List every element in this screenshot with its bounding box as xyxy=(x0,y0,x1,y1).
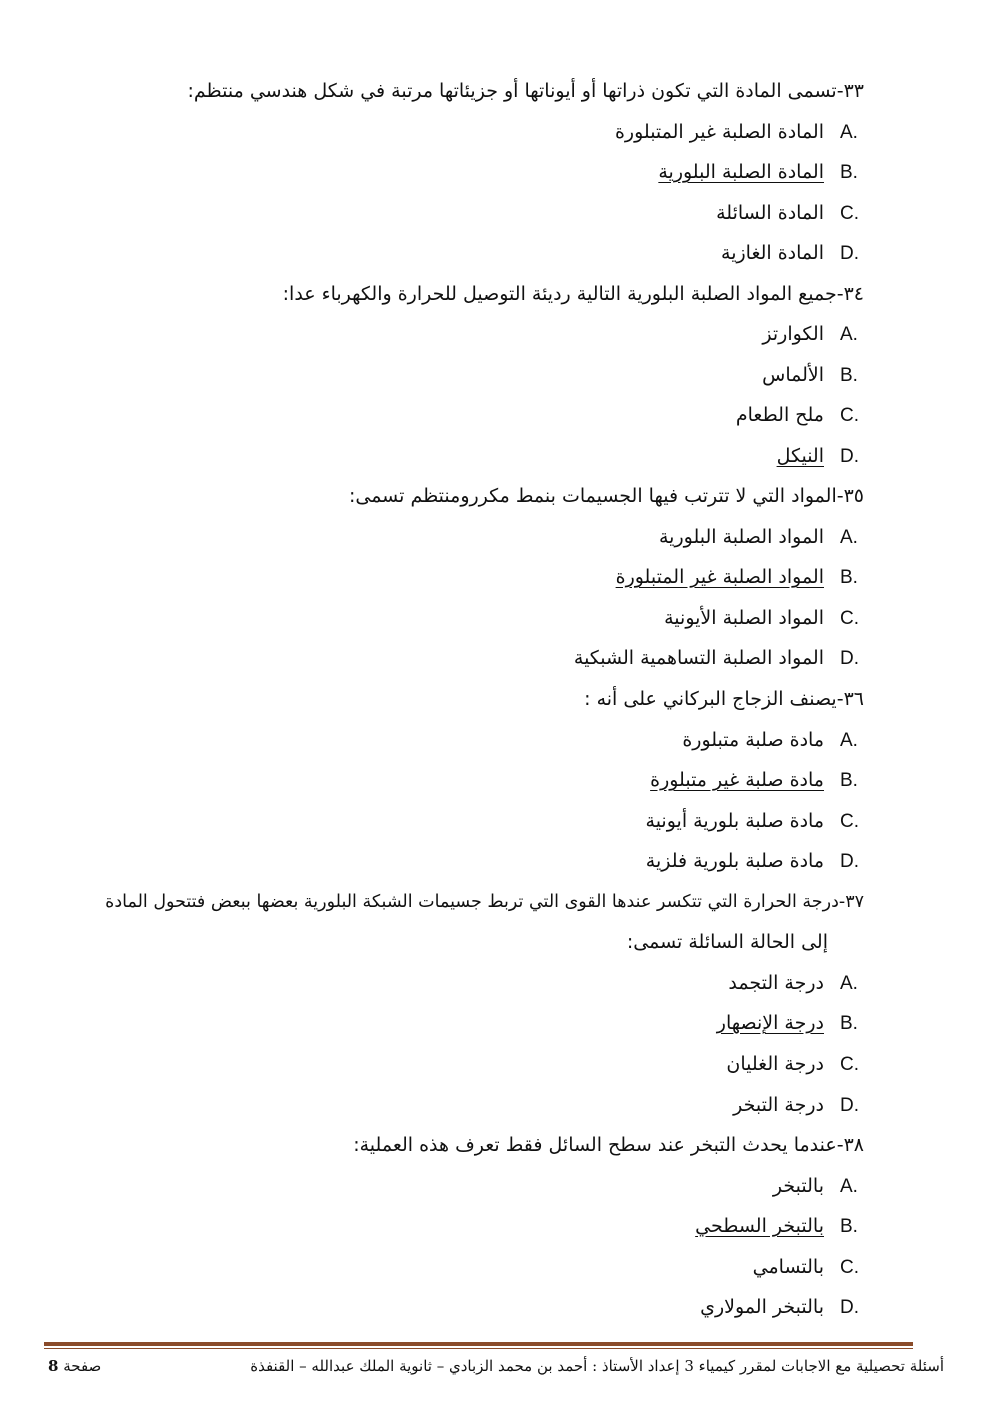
question-37-option-b xyxy=(717,1008,864,1038)
option-text-correct: المادة الصلبة البلورية xyxy=(658,161,824,183)
option-text: درجة التبخر xyxy=(733,1094,824,1116)
question-37-text-line2: إلى الحالة السائلة تسمى: xyxy=(626,931,828,953)
question-35-option-b xyxy=(616,562,864,592)
question-33-option-b xyxy=(658,157,864,187)
option-letter: C. xyxy=(840,203,859,224)
question-38-option-c xyxy=(753,1252,864,1282)
question-35-option-a xyxy=(659,522,864,552)
option-letter: D. xyxy=(840,446,859,467)
page-label: صفحة xyxy=(63,1357,102,1375)
option-text: المواد الصلبة التساهمية الشبكية xyxy=(573,647,824,669)
option-letter: B. xyxy=(840,1216,858,1237)
option-letter: A. xyxy=(840,973,858,994)
question-34-option-c xyxy=(736,400,864,430)
option-letter: B. xyxy=(840,365,858,386)
question-38-option-a xyxy=(773,1171,864,1201)
option-text-correct: مادة صلبة غير متبلورة xyxy=(650,769,824,791)
question-34-option-d xyxy=(777,441,864,471)
option-letter: B. xyxy=(840,770,858,791)
question-34-option-a xyxy=(762,319,864,349)
option-letter: C. xyxy=(840,811,859,832)
question-36-option-d xyxy=(646,846,864,876)
option-text: المادة الصلبة غير المتبلورة xyxy=(614,121,824,143)
option-letter: B. xyxy=(840,162,858,183)
option-text: المواد الصلبة البلورية xyxy=(659,526,824,548)
option-letter: C. xyxy=(840,608,859,629)
option-text: بالتسامي xyxy=(752,1256,824,1278)
page-number-value: 8 xyxy=(48,1357,59,1375)
option-text: بالتبخر المولاري xyxy=(700,1296,824,1318)
question-36-text: ٣٦-يصنف الزجاج البركاني على أنه : xyxy=(584,688,864,710)
option-letter: A. xyxy=(840,527,858,548)
question-34 xyxy=(283,279,864,309)
option-text: مادة صلبة بلورية أيونية xyxy=(645,810,824,832)
question-38-option-d xyxy=(700,1292,864,1322)
option-text-correct: النيكل xyxy=(776,445,824,467)
question-37-text-line1: ٣٧-درجة الحرارة التي تتكسر عندها القوى التي تربط جسيمات الشبكة البلورية بعضها ببعض فتتحول المادة xyxy=(105,892,864,912)
question-36-option-b xyxy=(650,765,864,795)
question-37-option-c xyxy=(726,1049,864,1079)
option-text: الكوارتز xyxy=(762,323,824,345)
option-letter: A. xyxy=(840,730,858,751)
question-33 xyxy=(188,76,864,106)
option-text: درجة التجمد xyxy=(728,972,824,994)
question-34-text: ٣٤-جميع المواد الصلبة البلورية التالية رديئة التوصيل للحرارة والكهرباء عدا: xyxy=(282,283,864,305)
question-34-option-b xyxy=(762,360,864,390)
option-letter: B. xyxy=(840,567,858,588)
question-38 xyxy=(353,1130,864,1160)
question-37-continuation xyxy=(627,927,828,957)
option-letter: C. xyxy=(840,1054,859,1075)
option-letter: C. xyxy=(840,1257,859,1278)
question-35 xyxy=(349,481,864,511)
option-text-correct: درجة الإنصهار xyxy=(716,1012,824,1034)
option-letter: D. xyxy=(840,851,859,872)
question-33-option-d xyxy=(721,238,864,268)
option-text: المادة الغازية xyxy=(721,242,824,264)
question-38-text: ٣٨-عندما يحدث التبخر عند سطح السائل فقط تعرف هذه العملية: xyxy=(353,1134,864,1156)
option-text: درجة الغليان xyxy=(726,1053,824,1075)
question-36-option-c xyxy=(646,806,864,836)
question-35-text: ٣٥-المواد التي لا تترتب فيها الجسيمات بنمط مكررومنتظم تسمى: xyxy=(348,485,864,507)
footer-divider xyxy=(44,1342,913,1346)
option-text: مادة صلبة متبلورة xyxy=(682,729,824,751)
option-text-correct: المواد الصلبة غير المتبلورة xyxy=(615,566,824,588)
page-number xyxy=(48,1354,101,1378)
option-letter: A. xyxy=(840,324,858,345)
option-letter: A. xyxy=(840,122,858,143)
footer-caption: أسئلة تحصيلية مع الاجابات لمقرر كيمياء 3 إعداد الأستاذ : أحمد بن محمد الزبادي – ثانوية الملك عبدالله – القنفذة xyxy=(250,1357,944,1375)
question-37 xyxy=(105,887,864,917)
option-letter: D. xyxy=(840,648,859,669)
question-33-text: ٣٣-تسمى المادة التي تكون ذراتها أو أيوناتها أو جزيئاتها مرتبة في شكل هندسي منتظم: xyxy=(187,80,864,102)
question-33-option-c xyxy=(716,198,864,228)
option-text: بالتبخر xyxy=(772,1175,824,1197)
option-letter: D. xyxy=(840,1297,859,1318)
option-text: ملح الطعام xyxy=(735,404,824,426)
footer-divider-thin xyxy=(44,1348,913,1349)
option-text: المواد الصلبة الأيونية xyxy=(664,607,824,629)
question-37-option-a xyxy=(728,968,864,998)
question-38-option-b xyxy=(695,1211,864,1241)
option-text: مادة صلبة بلورية فلزية xyxy=(645,850,824,872)
question-35-option-c xyxy=(664,603,864,633)
option-letter: B. xyxy=(840,1013,858,1034)
question-36-option-a xyxy=(682,725,864,755)
option-text: المادة السائلة xyxy=(716,202,824,224)
option-text-correct: بالتبخر السطحي xyxy=(695,1215,824,1237)
question-37-option-d xyxy=(733,1090,864,1120)
option-text: الألماس xyxy=(762,364,824,386)
option-letter: A. xyxy=(840,1176,858,1197)
option-letter: D. xyxy=(840,243,859,264)
option-letter: C. xyxy=(840,405,859,426)
question-33-option-a xyxy=(615,117,864,147)
question-36 xyxy=(584,684,864,714)
option-letter: D. xyxy=(840,1095,859,1116)
question-35-option-d xyxy=(574,643,864,673)
